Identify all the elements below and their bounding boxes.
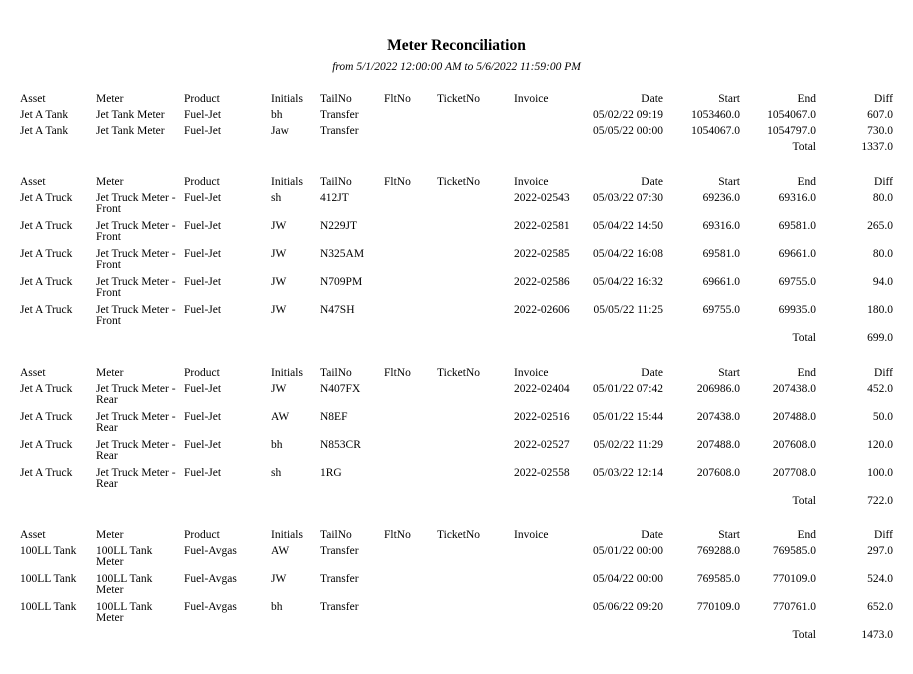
cell-meter: Jet Truck Meter - Front [96,248,176,271]
column-header-product: Product [184,176,220,188]
cell-diff: 297.0 [867,545,893,557]
cell-end: 207488.0 [772,411,816,423]
column-header-start: Start [718,93,740,105]
cell-product: Fuel-Jet [184,109,222,121]
cell-asset: Jet A Truck [20,220,73,232]
cell-tail: N47SH [320,304,355,316]
cell-invoice: 2022-02527 [514,439,570,451]
cell-product: Fuel-Jet [184,411,222,423]
cell-start: 69755.0 [702,304,740,316]
header-row [0,94,913,108]
table-row [0,467,913,490]
cell-date: 05/03/22 12:14 [593,467,663,479]
cell-start: 69581.0 [702,248,740,260]
cell-diff: 730.0 [867,125,893,137]
column-header-start: Start [718,176,740,188]
cell-end: 69755.0 [778,276,816,288]
cell-product: Fuel-Jet [184,304,222,316]
cell-date: 05/01/22 15:44 [593,411,663,423]
cell-invoice: 2022-02585 [514,248,570,260]
cell-tail: N325AM [320,248,365,260]
cell-tail: N229JT [320,220,358,232]
column-header-flt: FltNo [384,93,411,105]
header-row [0,177,913,191]
cell-tail: N407FX [320,383,361,395]
cell-invoice: 2022-02404 [514,383,570,395]
table-row [0,192,913,215]
cell-start: 69236.0 [702,192,740,204]
cell-initials: bh [271,439,283,451]
header-row [0,530,913,544]
cell-tail: 1RG [320,467,342,479]
column-header-product: Product [184,93,220,105]
table-row [0,439,913,462]
total-row [0,333,913,347]
total-label: Total [792,332,816,344]
cell-date: 05/04/22 16:32 [593,276,663,288]
cell-date: 05/01/22 07:42 [593,383,663,395]
cell-initials: JW [271,383,287,395]
cell-end: 207608.0 [772,439,816,451]
cell-tail: Transfer [320,601,359,613]
cell-end: 769585.0 [772,545,816,557]
cell-diff: 50.0 [872,411,893,423]
cell-meter: Jet Truck Meter - Rear [96,411,176,434]
cell-tail: Transfer [320,573,359,585]
column-header-asset: Asset [20,529,46,541]
total-value: 699.0 [867,332,893,344]
cell-diff: 652.0 [867,601,893,613]
cell-diff: 120.0 [867,439,893,451]
cell-start: 769288.0 [696,545,740,557]
column-header-product: Product [184,529,220,541]
cell-invoice: 2022-02558 [514,467,570,479]
cell-diff: 80.0 [872,192,893,204]
cell-meter: Jet Truck Meter - Front [96,304,176,327]
column-header-asset: Asset [20,176,46,188]
cell-end: 1054067.0 [767,109,816,121]
cell-asset: Jet A Truck [20,192,73,204]
table-row [0,276,913,299]
column-header-tail: TailNo [320,367,352,379]
column-header-diff: Diff [874,529,893,541]
cell-start: 207488.0 [696,439,740,451]
cell-date: 05/04/22 16:08 [593,248,663,260]
total-value: 1337.0 [861,141,893,153]
cell-initials: JW [271,220,287,232]
cell-invoice: 2022-02543 [514,192,570,204]
table-row [0,601,913,624]
cell-product: Fuel-Jet [184,439,222,451]
cell-initials: bh [271,109,283,121]
column-header-invoice: Invoice [514,176,549,188]
cell-asset: 100LL Tank [20,573,77,585]
cell-asset: Jet A Truck [20,276,73,288]
cell-diff: 100.0 [867,467,893,479]
column-header-end: End [797,367,816,379]
cell-date: 05/01/22 00:00 [593,545,663,557]
cell-start: 207438.0 [696,411,740,423]
cell-invoice: 2022-02516 [514,411,570,423]
cell-initials: sh [271,467,282,479]
cell-product: Fuel-Avgas [184,573,237,585]
column-header-asset: Asset [20,93,46,105]
column-header-meter: Meter [96,367,124,379]
cell-date: 05/03/22 07:30 [593,192,663,204]
column-header-meter: Meter [96,176,124,188]
cell-start: 69661.0 [702,276,740,288]
cell-meter: 100LL Tank Meter [96,573,153,596]
cell-end: 69661.0 [778,248,816,260]
cell-product: Fuel-Jet [184,125,222,137]
cell-invoice: 2022-02586 [514,276,570,288]
cell-initials: JW [271,276,287,288]
table-row [0,573,913,596]
cell-diff: 180.0 [867,304,893,316]
cell-product: Fuel-Jet [184,383,222,395]
cell-end: 207438.0 [772,383,816,395]
cell-product: Fuel-Jet [184,276,222,288]
cell-initials: JW [271,573,287,585]
cell-end: 207708.0 [772,467,816,479]
column-header-start: Start [718,367,740,379]
cell-asset: Jet A Truck [20,248,73,260]
cell-meter: 100LL Tank Meter [96,545,153,568]
cell-date: 05/05/22 00:00 [593,125,663,137]
column-header-product: Product [184,367,220,379]
column-header-invoice: Invoice [514,367,549,379]
column-header-ticket: TicketNo [437,367,481,379]
column-header-diff: Diff [874,176,893,188]
cell-date: 05/02/22 11:29 [593,439,663,451]
total-label: Total [792,141,816,153]
table-row [0,126,913,140]
cell-date: 05/04/22 14:50 [593,220,663,232]
cell-diff: 452.0 [867,383,893,395]
cell-date: 05/02/22 09:19 [593,109,663,121]
column-header-initials: Initials [271,529,303,541]
cell-meter: Jet Truck Meter - Rear [96,439,176,462]
cell-initials: sh [271,192,282,204]
column-header-diff: Diff [874,367,893,379]
column-header-date: Date [641,93,663,105]
table-row [0,383,913,406]
table-row [0,110,913,124]
cell-meter: 100LL Tank Meter [96,601,153,624]
column-header-ticket: TicketNo [437,176,481,188]
total-label: Total [792,629,816,641]
column-header-flt: FltNo [384,176,411,188]
cell-end: 770109.0 [772,573,816,585]
cell-initials: JW [271,248,287,260]
cell-end: 69316.0 [778,192,816,204]
cell-meter: Jet Tank Meter [96,109,165,121]
cell-asset: 100LL Tank [20,545,77,557]
cell-initials: AW [271,411,290,423]
cell-diff: 607.0 [867,109,893,121]
cell-tail: 412JT [320,192,349,204]
total-value: 1473.0 [861,629,893,641]
column-header-meter: Meter [96,529,124,541]
cell-date: 05/06/22 09:20 [593,601,663,613]
cell-asset: Jet A Truck [20,383,73,395]
report-title: Meter Reconciliation [387,37,526,54]
cell-diff: 80.0 [872,248,893,260]
cell-meter: Jet Truck Meter - Front [96,220,176,243]
column-header-invoice: Invoice [514,93,549,105]
column-header-tail: TailNo [320,176,352,188]
total-row [0,142,913,156]
table-row [0,220,913,243]
total-row [0,630,913,644]
total-row [0,496,913,510]
report-subtitle: from 5/1/2022 12:00:00 AM to 5/6/2022 11:59:00 PM [332,61,581,73]
cell-end: 770761.0 [772,601,816,613]
column-header-end: End [797,529,816,541]
cell-start: 769585.0 [696,573,740,585]
cell-asset: Jet A Truck [20,411,73,423]
cell-start: 770109.0 [696,601,740,613]
column-header-start: Start [718,529,740,541]
cell-tail: N8EF [320,411,348,423]
cell-start: 69316.0 [702,220,740,232]
cell-tail: Transfer [320,545,359,557]
cell-meter: Jet Tank Meter [96,125,165,137]
column-header-initials: Initials [271,176,303,188]
column-header-tail: TailNo [320,93,352,105]
table-row [0,248,913,271]
cell-diff: 94.0 [872,276,893,288]
cell-asset: 100LL Tank [20,601,77,613]
column-header-end: End [797,93,816,105]
cell-invoice: 2022-02581 [514,220,570,232]
cell-asset: Jet A Truck [20,439,73,451]
column-header-date: Date [641,529,663,541]
column-header-date: Date [641,176,663,188]
column-header-invoice: Invoice [514,529,549,541]
cell-start: 206986.0 [696,383,740,395]
cell-initials: AW [271,545,290,557]
cell-invoice: 2022-02606 [514,304,570,316]
table-row [0,304,913,327]
cell-initials: JW [271,304,287,316]
column-header-end: End [797,176,816,188]
cell-initials: Jaw [271,125,289,137]
cell-date: 05/05/22 11:25 [593,304,663,316]
column-header-ticket: TicketNo [437,529,481,541]
total-label: Total [792,495,816,507]
cell-asset: Jet A Tank [20,125,69,137]
cell-product: Fuel-Jet [184,192,222,204]
cell-product: Fuel-Avgas [184,601,237,613]
cell-tail: N709PM [320,276,363,288]
cell-product: Fuel-Avgas [184,545,237,557]
cell-date: 05/04/22 00:00 [593,573,663,585]
column-header-initials: Initials [271,367,303,379]
cell-end: 69581.0 [778,220,816,232]
cell-diff: 524.0 [867,573,893,585]
cell-tail: N853CR [320,439,361,451]
column-header-date: Date [641,367,663,379]
cell-end: 1054797.0 [767,125,816,137]
column-header-meter: Meter [96,93,124,105]
table-row [0,545,913,568]
header-row [0,368,913,382]
cell-meter: Jet Truck Meter - Rear [96,467,176,490]
cell-start: 1054067.0 [691,125,740,137]
cell-initials: bh [271,601,283,613]
column-header-flt: FltNo [384,529,411,541]
cell-start: 1053460.0 [691,109,740,121]
cell-asset: Jet A Truck [20,304,73,316]
cell-asset: Jet A Truck [20,467,73,479]
column-header-ticket: TicketNo [437,93,481,105]
cell-diff: 265.0 [867,220,893,232]
cell-start: 207608.0 [696,467,740,479]
table-row [0,411,913,434]
cell-tail: Transfer [320,109,359,121]
cell-meter: Jet Truck Meter - Front [96,192,176,215]
cell-product: Fuel-Jet [184,248,222,260]
cell-product: Fuel-Jet [184,467,222,479]
column-header-asset: Asset [20,367,46,379]
cell-asset: Jet A Tank [20,109,69,121]
column-header-initials: Initials [271,93,303,105]
cell-meter: Jet Truck Meter - Rear [96,383,176,406]
column-header-diff: Diff [874,93,893,105]
cell-end: 69935.0 [778,304,816,316]
cell-product: Fuel-Jet [184,220,222,232]
column-header-tail: TailNo [320,529,352,541]
cell-tail: Transfer [320,125,359,137]
total-value: 722.0 [867,495,893,507]
cell-meter: Jet Truck Meter - Front [96,276,176,299]
column-header-flt: FltNo [384,367,411,379]
